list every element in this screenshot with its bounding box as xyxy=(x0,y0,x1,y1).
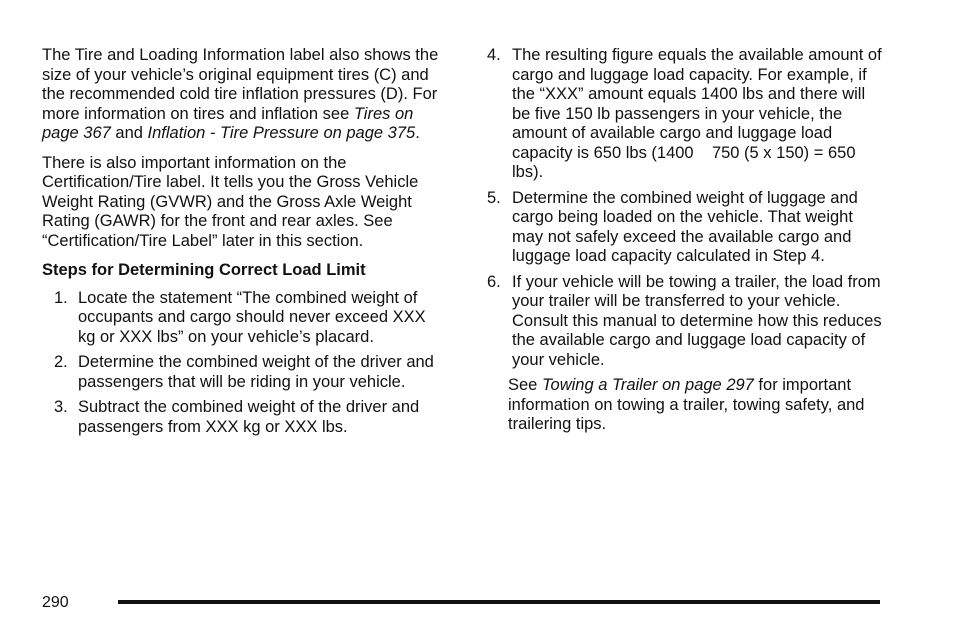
step-item xyxy=(42,353,442,392)
step-text: If your vehicle will be towing a trailer, the load from your trailer will be transferred to your vehicle. Consult this manual to determine how this reduces the available cargo and luggage load capacity of your vehicle. xyxy=(512,272,882,369)
para-text: The Tire and Loading Information label also shows the size of your vehicle’s original equipment tires (C) and the recommended cold tire inflation pressures (D). For more information on tires and inflation see xyxy=(42,46,439,123)
step-item xyxy=(42,398,442,437)
step-number: 4. xyxy=(487,46,501,64)
inflation-page-reference: Inflation - Tire Pressure on page 375 xyxy=(147,124,416,142)
step-number: 6. xyxy=(487,272,501,291)
section-heading: Steps for Determining Correct Load Limit xyxy=(42,261,366,279)
para-text: for important information on towing a trailer, towing safety, and trailering tips. xyxy=(508,376,865,433)
towing-page-reference: Towing a Trailer on page 297 xyxy=(541,376,754,394)
step-item xyxy=(487,273,887,371)
tire-label-paragraph xyxy=(42,46,442,144)
para-text: . xyxy=(415,124,420,142)
step-item xyxy=(487,189,887,267)
step-number: 1. xyxy=(54,288,68,307)
step-text: Determine the combined weight of luggage and cargo being loaded on the vehicle. That weight may not safely exceed the available cargo and luggage load capacity calculated in Step 4. xyxy=(512,188,858,265)
step-text: Determine the combined weight of the driver and passengers that will be riding in your vehicle. xyxy=(78,353,434,391)
left-column xyxy=(42,46,442,443)
tires-page-reference: Tires on page 367 xyxy=(42,104,414,142)
see-also-paragraph xyxy=(487,376,887,435)
certification-paragraph: There is also important information on the Certification/Tire label. It tells you the Gross Vehicle Weight Rating (GVWR) and the Gross Axle Weight Rating (GAWR) for the front and rear axles. See “Certification/Tire Label” later in this section. xyxy=(42,153,419,250)
para-text: and xyxy=(110,124,148,142)
step-item xyxy=(42,289,442,348)
right-column xyxy=(487,46,887,435)
step-text: Subtract the combined weight of the driver and passengers from XXX kg or XXX lbs. xyxy=(78,398,420,436)
step-number: 3. xyxy=(54,398,68,416)
para-text: See xyxy=(508,376,542,394)
step-text: Locate the statement “The combined weight of occupants and cargo should never exceed XXX kg or XXX lbs” on your vehicle’s placard. xyxy=(78,288,426,346)
step-item xyxy=(487,46,887,183)
step-text: The resulting figure equals the available amount of cargo and luggage load capacity. For example, if the “XXX” amount equals 1400 lbs and there will be five 150 lb passengers in your vehicle, the amount of available cargo and luggage load capacity is 650 lbs (1400 750 (5 x 150) = 650 lbs). xyxy=(512,46,887,181)
step-number: 5. xyxy=(487,188,501,207)
footer-rule xyxy=(118,600,880,604)
step-number: 2. xyxy=(54,353,68,371)
page-number: 290 xyxy=(42,594,69,611)
